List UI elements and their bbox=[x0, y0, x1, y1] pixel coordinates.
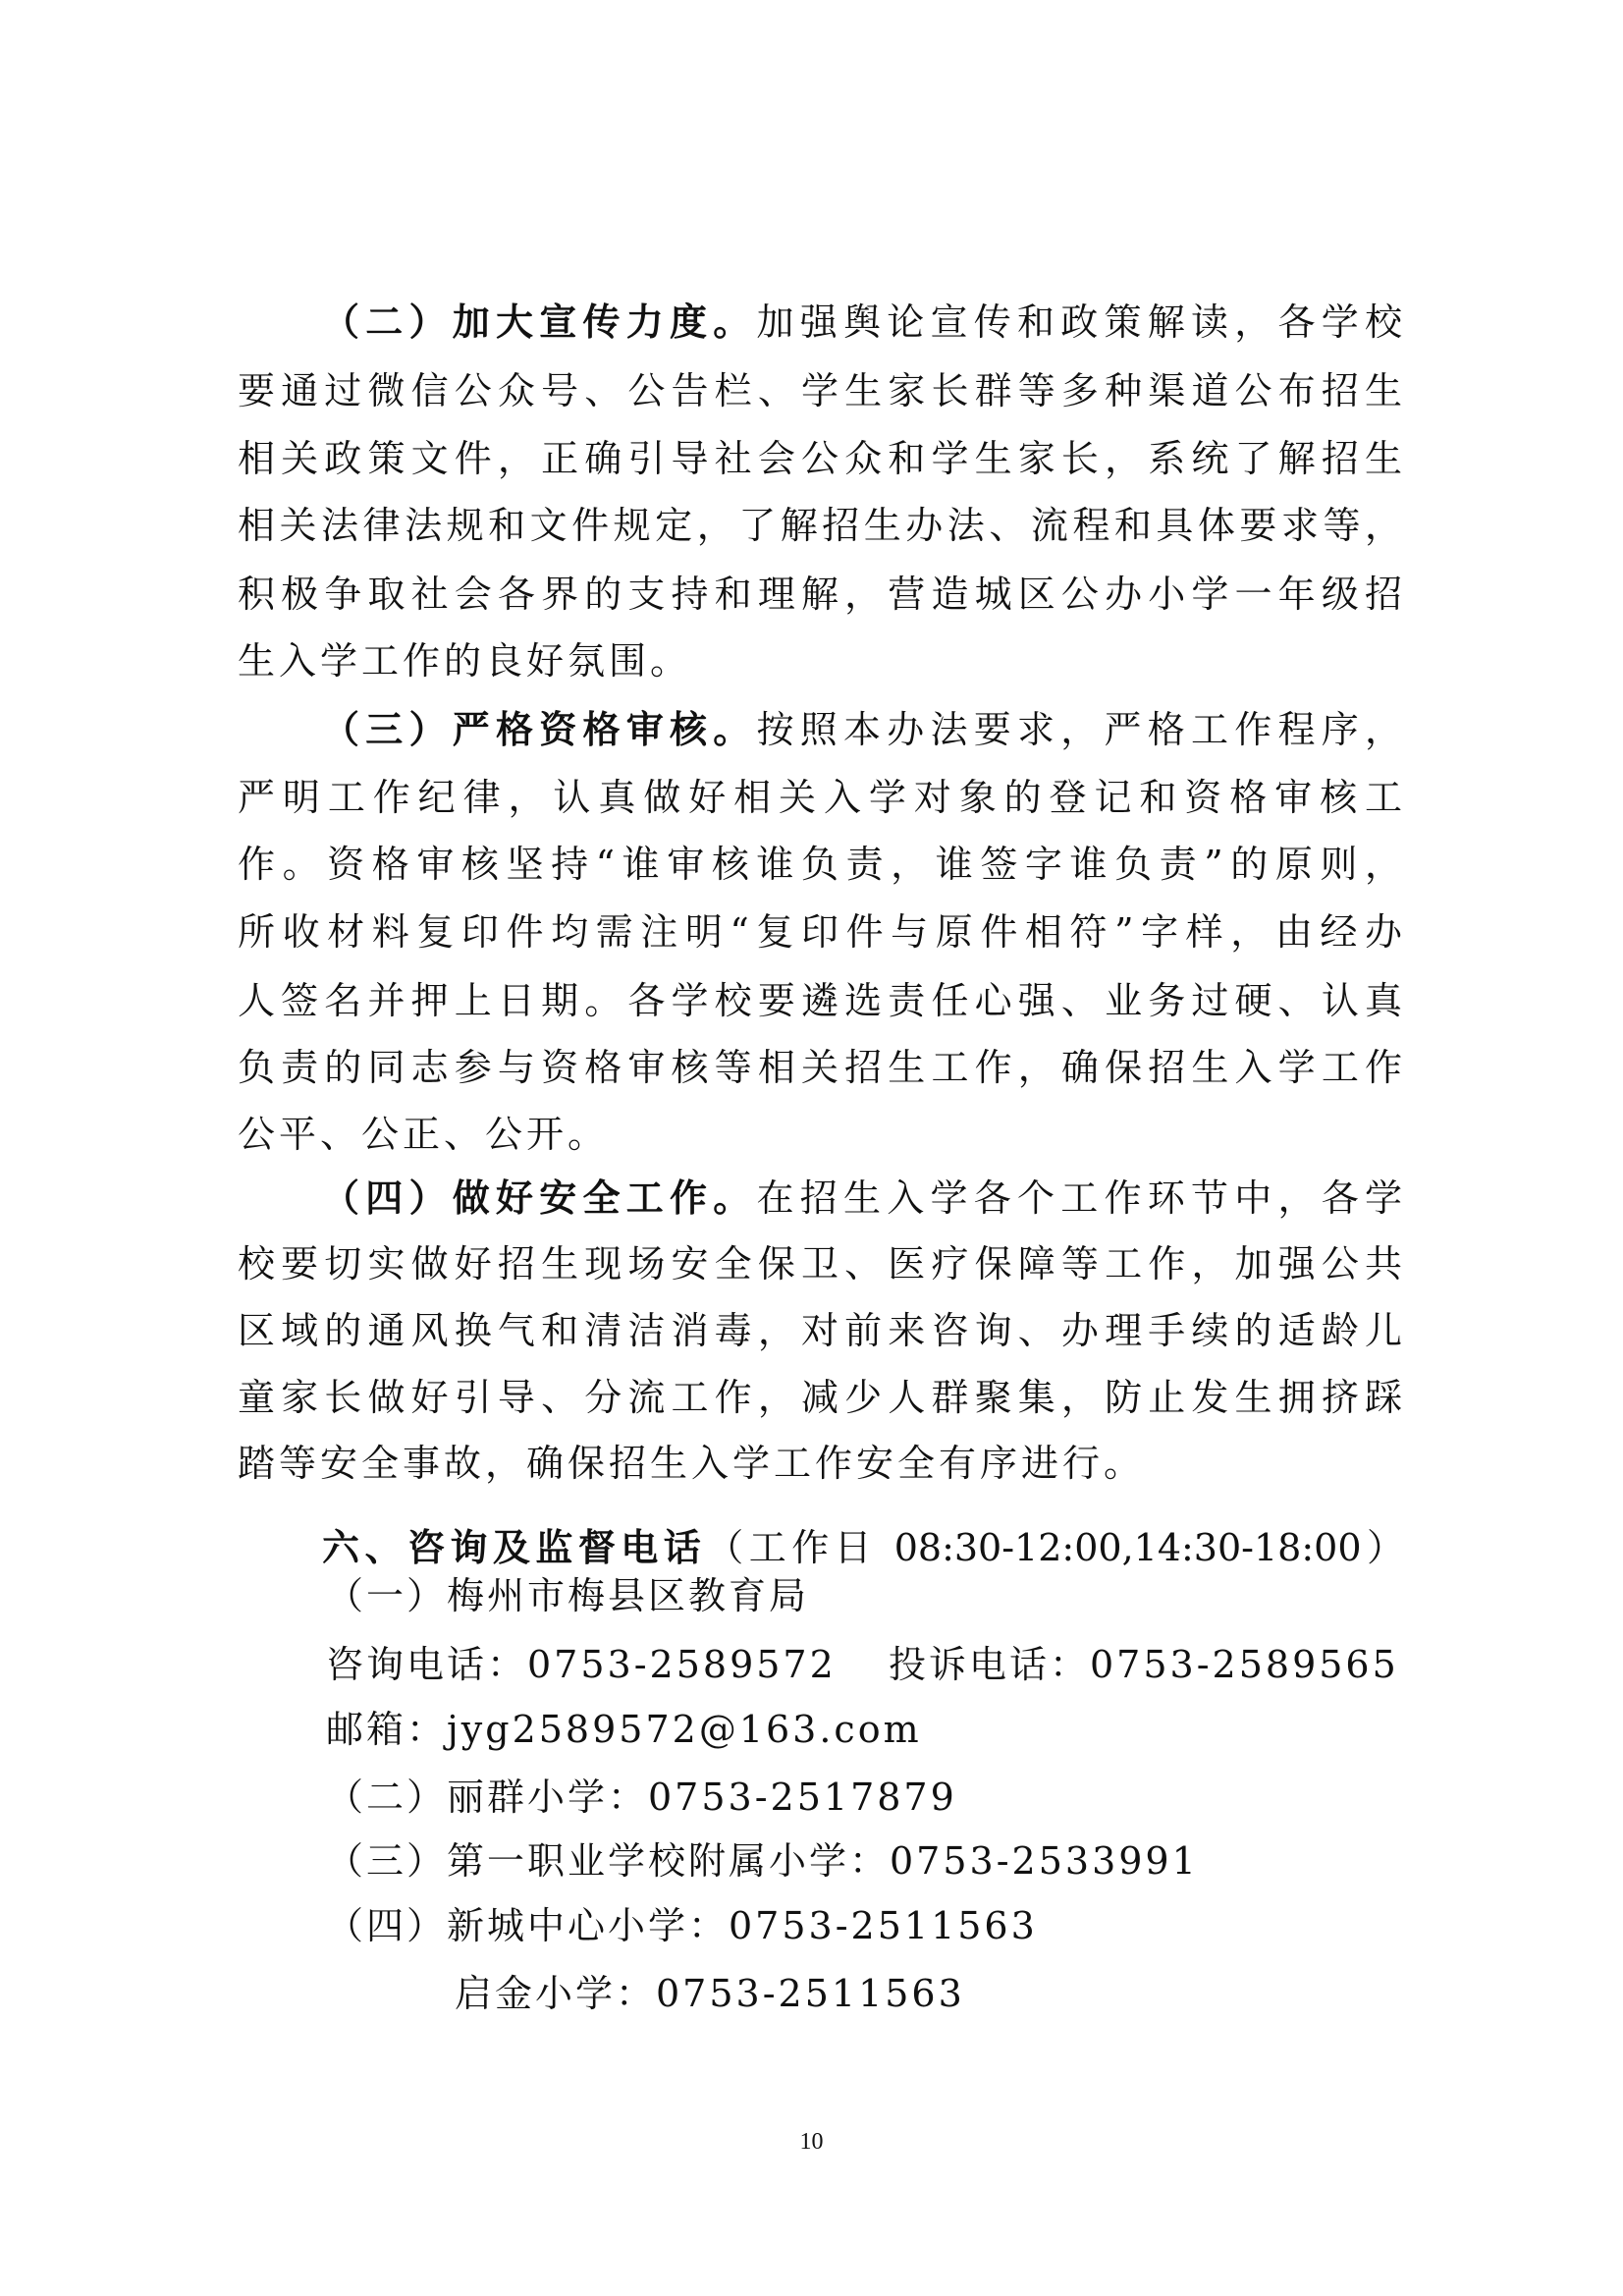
paragraph-qualification-line-5: 人签名并押上日期。各学校要遴选责任心强、业务过硬、认真 bbox=[238, 979, 1402, 1022]
school-contact-qijin: 启金小学：0753-2511563 bbox=[455, 1972, 965, 2015]
contacts-heading-line bbox=[322, 1525, 1404, 1570]
paragraph-publicity-line-5: 积极争取社会各界的支持和理解，营造城区公办小学一年级招 bbox=[238, 573, 1402, 616]
paragraph-qualification-line-1: （三）严格资格审核。按照本办法要求，严格工作程序， bbox=[322, 707, 1402, 751]
paragraph-safety-line-4: 童家长做好引导、分流工作，减少人群聚集，防止发生拥挤踩 bbox=[238, 1376, 1402, 1419]
complaint-phone: 投诉电话：0753-2589565 bbox=[889, 1643, 1399, 1686]
paragraph-publicity-line-6: 生入学工作的良好氛围。 bbox=[238, 639, 692, 683]
school-contact-xincheng: （四）新城中心小学：0753-2511563 bbox=[326, 1904, 1038, 1947]
paragraph-publicity-line-1: （二）加大宣传力度。加强舆论宣传和政策解读，各学校 bbox=[322, 300, 1402, 344]
paragraph-safety-line-5: 踏等安全事故，确保招生入学工作安全有序进行。 bbox=[238, 1442, 1146, 1485]
page-number: 10 bbox=[799, 2129, 824, 2155]
paragraph-safety-line-1: （四）做好安全工作。在招生入学各个工作环节中，各学 bbox=[322, 1175, 1402, 1220]
contacts-heading: 六、咨询及监督电话 bbox=[322, 1526, 707, 1569]
consult-phone: 咨询电话：0753-2589572 bbox=[326, 1643, 837, 1686]
school-contact-liqun: （二）丽群小学：0753-2517879 bbox=[326, 1776, 957, 1819]
paragraph-safety-line-2: 校要切实做好招生现场安全保卫、医疗保障等工作，加强公共 bbox=[238, 1242, 1402, 1285]
section-heading-qualification: （三）严格资格审核。 bbox=[322, 707, 757, 751]
paragraph-qualification-line-7: 公平、公正、公开。 bbox=[238, 1113, 610, 1156]
paragraph-publicity-line-2: 要通过微信公众号、公告栏、学生家长群等多种渠道公布招生 bbox=[238, 369, 1402, 412]
paragraph-qualification-line-3: 作。资格审核坚持“谁审核谁负责，谁签字谁负责”的原则， bbox=[238, 843, 1402, 886]
bureau-email[interactable]: 邮箱：jyg2589572@163.com bbox=[326, 1708, 922, 1751]
section-heading-publicity: （二）加大宣传力度。 bbox=[322, 300, 757, 344]
paragraph-publicity-line-3: 相关政策文件，正确引导社会公众和学生家长，系统了解招生 bbox=[238, 437, 1402, 480]
paragraph-publicity-line-4: 相关法律法规和文件规定，了解招生办法、流程和具体要求等， bbox=[238, 504, 1402, 547]
office-hours: （工作日 08:30-12:00,14:30-18:00） bbox=[706, 1526, 1404, 1569]
school-contact-vocational-affiliated: （三）第一职业学校附属小学：0753-2533991 bbox=[326, 1839, 1199, 1883]
bureau-name: （一）梅州市梅县区教育局 bbox=[326, 1574, 810, 1617]
section-heading-safety: （四）做好安全工作。 bbox=[322, 1175, 757, 1220]
paragraph-qualification-line-2: 严明工作纪律，认真做好相关入学对象的登记和资格审核工 bbox=[238, 776, 1402, 819]
paragraph-safety-line-3: 区域的通风换气和清洁消毒，对前来咨询、办理手续的适龄儿 bbox=[238, 1309, 1402, 1352]
paragraph-qualification-line-4: 所收材料复印件均需注明“复印件与原件相符”字样，由经办 bbox=[238, 910, 1402, 954]
paragraph-qualification-line-6: 负责的同志参与资格审核等相关招生工作，确保招生入学工作 bbox=[238, 1046, 1402, 1089]
